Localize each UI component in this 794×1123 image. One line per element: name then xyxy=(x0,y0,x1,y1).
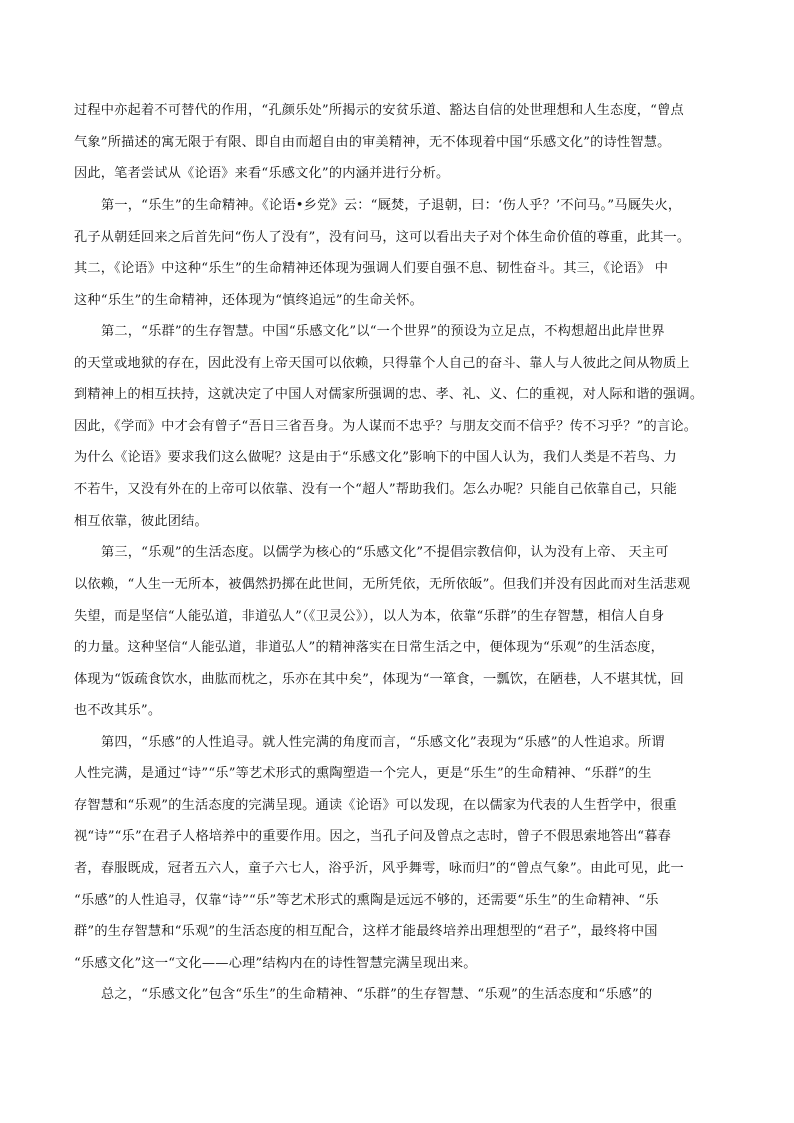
text-line: 为什么《论语》要求我们这么做呢？这是由于“乐感文化”影响下的中国人认为，我们人类是不若鸟、力 xyxy=(74,450,677,465)
paragraph-first-line: 第二，“乐群”的生存智慧。中国“乐感文化”以“一个世界”的预设为立足点，不构想超出此岸世界 xyxy=(101,324,665,339)
text-line: 这种“乐生”的生命精神，还体现为“慎终追远”的生命关怀。 xyxy=(74,293,424,308)
text-line: 存智慧和“乐观”的生活态度的完满呈现。通读《论语》可以发现，在以儒家为代表的人生哲学中，很重 xyxy=(74,798,677,813)
text-line: 不若牛，又没有外在的上帝可以依靠、没有一个“超人”帮助我们。怎么办呢？只能自己依靠自己，只能 xyxy=(74,482,677,497)
paragraph-first-line: 总之，“乐感文化”包含“乐生”的生命精神、“乐群”的生存智慧、“乐观”的生活态度和“乐感”的 xyxy=(101,987,653,1002)
text-line: 的天堂或地狱的存在，因此没有上帝天国可以依赖，只得靠个人自己的奋斗、靠人与人彼此之间从物质上 xyxy=(74,356,690,371)
text-line: 以依赖，“人生一无所本，被偶然扔掷在此世间，无所凭依，无所依皈”。但我们并没有因此而对生活悲观 xyxy=(74,577,691,592)
text-line: 人性完满，是通过“诗”“乐”等艺术形式的熏陶塑造一个完人，更是“乐生”的生命精神、“乐群”的生 xyxy=(74,766,652,781)
paragraph-first-line: 第三，“乐观”的生活态度。以儒学为核心的“乐感文化”不提倡宗教信仰，认为没有上帝、 天主可 xyxy=(101,545,669,560)
text-line: 视“诗”“乐”在君子人格培养中的重要作用。因之，当孔子问及曾点之志时，曾子不假思索地答出“暮春 xyxy=(74,829,671,844)
text-line: 体现为“饭疏食饮水，曲肱而枕之，乐亦在其中矣”，体现为“一箪食，一瓢饮，在陋巷，人不堪其忧，回 xyxy=(74,672,684,687)
text-line: 也不改其乐”。 xyxy=(74,703,162,718)
text-line: 的力量。这种坚信“人能弘道，非道弘人”的精神落实在日常生活之中，便体现为“乐观”的生活态度， xyxy=(74,640,665,655)
text-line: 其二，《论语》中这种“乐生”的生命精神还体现为强调人们要自强不息、韧性奋斗。其三，《论语》 中 xyxy=(74,261,669,276)
paragraph-first-line: 第一，“乐生”的生命精神。《论语•乡党》云：“厩焚，子退朝，曰：‘伤人乎？’不问马。”马厩失火， xyxy=(101,198,682,213)
paragraph-first-line: 第四，“乐感”的人性追寻。就人性完满的角度而言，“乐感文化”表现为“乐感”的人性追求。所谓 xyxy=(101,735,665,750)
text-line: 失望，而是坚信“人能弘道，非道弘人”（《卫灵公》），以人为本，依靠“乐群”的生存智慧，相信人自身 xyxy=(74,609,665,624)
text-line: 气象”所描述的寓无限于有限、即自由而超自由的审美精神，无不体现着中国“乐感文化”的诗性智慧。 xyxy=(74,135,671,150)
text-line: 过程中亦起着不可替代的作用，“孔颜乐处”所揭示的安贫乐道、豁达自信的处世理想和人生态度，“曾点 xyxy=(74,103,684,118)
text-line: 群”的生存智慧和“乐观”的生活态度的相互配合，这样才能最终培养出理想型的“君子”，最终将中国 xyxy=(74,924,658,939)
text-line: 孔子从朝廷回来之后首先问“伤人了没有”，没有问马，这可以看出夫子对个体生命价值的尊重，此其一。 xyxy=(74,230,691,245)
text-line: 到精神上的相互扶持，这就决定了中国人对儒家所强调的忠、孝、礼、义、仁的重视，对人际和谐的强调。 xyxy=(74,387,704,402)
text-line: 者，春服既成，冠者五六人，童子六七人，浴乎沂，风乎舞雩，咏而归”的“曾点气象”。由此可见，此一 xyxy=(74,861,684,876)
text-line: “乐感”的人性追寻，仅靠“诗”“乐”等艺术形式的熏陶是远远不够的，还需要“乐生”的生命精神、“乐 xyxy=(74,893,659,908)
text-line: 因此，笔者尝试从《论语》来看“乐感文化”的内涵并进行分析。 xyxy=(74,166,450,181)
text-line: 相互依靠，彼此团结。 xyxy=(74,514,208,529)
text-line: 因此，《学而》中才会有曾子“吾日三省吾身。为人谋而不忠乎？与朋友交而不信乎？传不习乎？”的言论。 xyxy=(74,419,698,434)
text-line: “乐感文化”这一“文化——心理”结构内在的诗性智慧完满呈现出来。 xyxy=(74,956,477,971)
